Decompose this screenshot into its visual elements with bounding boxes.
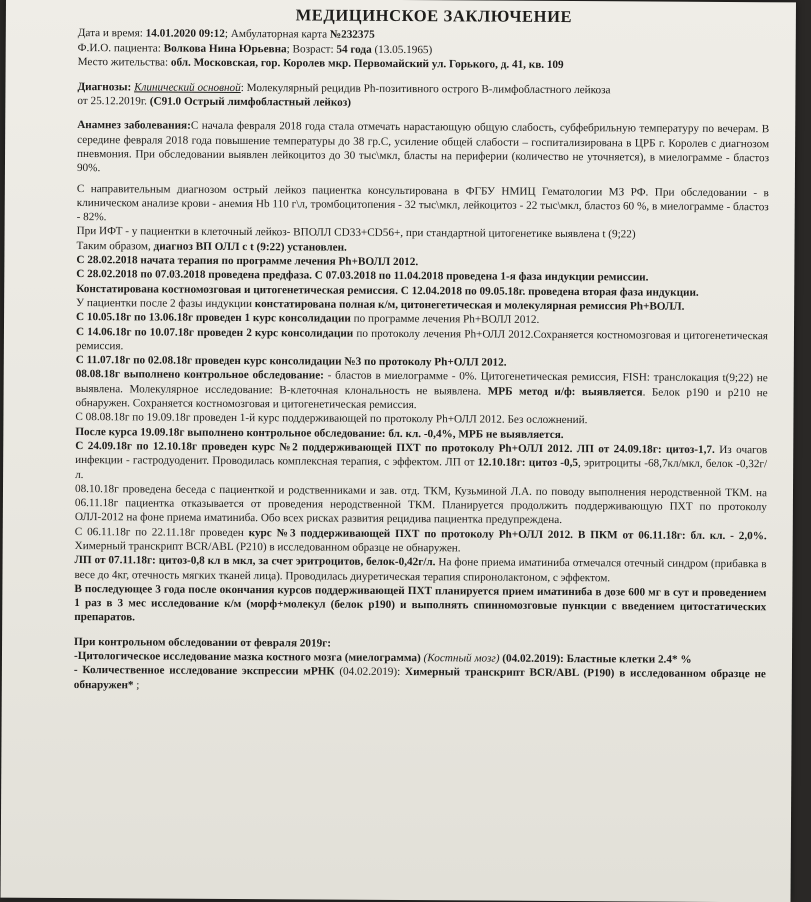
p14-heading: После курса 19.09.18г выполнено контрольное обследование:	[75, 425, 386, 440]
age-label: ; Возраст:	[286, 42, 337, 56]
anamnesis-p2: С направительным диагнозом острый лейкоз пациентка консультирована в ФГБУ НМИЦ Гематологии МЗ РФ. При обследовании - в клиническом анализе крови - анемия Hb 110 г\л, тромбоцитопения - 32 тыс\мкл, лейкоцитоз - 22 тыс\мкл, бластоз 60 %, в миелограмме - бластоз - 82%.	[76, 182, 769, 224]
item1-title: -Цитологическое исследование мазка костного мозга (миелограмма)	[73, 650, 424, 665]
p14-result: бл. кл. -0,4%, МРБ не выявляется.	[385, 427, 564, 441]
anamnesis-p17	[75, 525, 767, 558]
diagnosis-code: (С91.0 Острый лимфобластный лейкоз)	[149, 95, 352, 109]
p4-prefix: Таким образом,	[76, 239, 154, 253]
document-page	[1, 0, 796, 902]
address-value: обл. Московская, гор. Королев мкр. Первомайский ул. Горького, д. 41, кв. 109	[170, 56, 564, 72]
p9-course: С 10.05.18г по 13.06.18г проведен 1 курс консолидации	[76, 311, 351, 325]
p10-text: по протоколу лечения Ph+ОЛЛ 2012.Сохраняется костномозговая и цитогенетическая ремиссия.	[75, 327, 768, 353]
anamnesis-label: Анамнез заболевания:	[77, 119, 191, 133]
anamnesis-p16: 08.10.18г проведена беседа с пациенткой и родственниками и зав. отд. ТКМ, Кузьминой Л.А. по поводу выполнения неродственной ТКМ. на 06.11.18г пациентка отказывается от проведения неродственной ТКМ. Планируется продолжить поддерживающую ПХТ по протоколу ОЛЛ-2012 на фоне приема иматиниба. Обо всех рисках развития рецидива пациентка предупреждена.	[74, 482, 768, 527]
age-dob: (13.05.1965)	[371, 43, 433, 56]
control-heading: При контрольном обследовании от февраля 2019г:	[74, 635, 332, 650]
anamnesis-p18	[74, 553, 766, 586]
anamnesis-p1	[77, 118, 769, 179]
p15-text: Из очагов инфекции - гастродуоденит. Проводилась комплексная терапия, с эффектом. ЛП от	[75, 443, 768, 469]
p15-end: , эритроциты -68,7кл/мкл, белок -0,32г/л.	[75, 457, 768, 481]
p12-heading: 08.08.18г выполнено контрольное обследование:	[75, 368, 324, 382]
p15-cytosis: 12.10.18г: цитоз -0,5	[477, 456, 579, 470]
card-value: №232375	[329, 28, 375, 41]
p13-end: . Без осложнений.	[501, 413, 588, 427]
anamnesis-p6: С 28.02.2018 по 07.03.2018 проведена предфаза. С 07.03.2018 по 11.04.2018 проведена 1-я фаза индукции ремиссии.	[76, 268, 649, 284]
anamnesis-p5: С 28.02.2018 начата терапия по программе лечения Ph+ВОЛЛ 2012.	[76, 254, 419, 269]
diagnosis-block	[77, 80, 769, 113]
p10-course: С 14.06.18г по 10.07.18г проведен 2 курс консолидации	[75, 325, 354, 340]
p4-diagnosis: диагноз ВП ОЛЛ с t (9:22) установлен.	[153, 240, 347, 254]
item1-result: (04.02.2019): Бластные клетки 2.4* %	[499, 652, 692, 666]
anamnesis-p19: В последующее 3 года после окончания курсов поддерживающей ПХТ планируется прием иматиниба в дозе 600 мг в сут и проведением 1 раз в 3 мес исследование к/м (морф+молекул (белок р190) и выполнять спинномозговые пункции с введением цитостатических препаратов.	[74, 582, 767, 624]
address-label: Место жительства:	[77, 56, 171, 69]
anamnesis-p11: С 11.07.18г по 02.08.18г проведен курс консолидации №3 по протоколу Ph+ОЛЛ 2012.	[75, 354, 507, 369]
item1-material: (Костный мозг)	[423, 652, 500, 665]
item2-date: (04.02.2019):	[339, 665, 406, 679]
anamnesis-p1-text: С начала февраля 2018 года стала отмечать нарастающую общую слабость, субфебрильную температуру по вечерам. В середине февраля 2018 года повышение температуры до 38 гр.С, усиление общей слабости – госпитализирована в ЦРБ г. Королев с диагнозом пневмония. При обследовании выявлен лейкоцитоз до 30 тыс\мкл, бласты на периферии (количество не уточняется), в миелограмме - бластоз 90%.	[76, 120, 770, 175]
diagnosis-label: Диагнозы:	[77, 80, 135, 94]
age-value: 54 года	[336, 43, 372, 56]
fio-label: Ф.И.О. пациента:	[77, 41, 164, 55]
anamnesis-p12	[75, 367, 767, 414]
document-content	[74, 4, 770, 696]
p17-prefix: С 06.11.18г по 22.11.18г проведен	[74, 525, 249, 539]
p12-mrb: МРБ метод и/ф: выявляется	[487, 385, 643, 399]
card-label: ; Амбулаторная карта	[224, 27, 330, 41]
diagnosis-date: от 25.12.2019г.	[77, 95, 150, 108]
item2-result: Химерный транскрипт BCR/ABL (P190) в исследованном образце не обнаружен*	[73, 666, 766, 692]
p8-remission: констатирована полная к/м, цитонегетическая и молекулярная ремиссия Ph+ВОЛЛ.	[254, 298, 685, 313]
fio-value: Волкова Нина Юрьевна	[163, 42, 287, 55]
p8-prefix: У пациентки после 2 фазы индукции	[76, 296, 255, 311]
date-label: Дата и время:	[77, 27, 146, 40]
p15-course: С 24.09.18г по 12.10.18г проведен курс №2 поддерживающей ПХТ по протоколу Ph+ОЛЛ 2012. ЛП от 24.09.18г: цитоз-1,7.	[75, 439, 715, 456]
p13-text: С 08.08.18г по 19.09.18г проведен 1-й курс поддерживающей по протоколу Ph+ОЛЛ 2012	[75, 411, 502, 426]
document-title: МЕДИЦИНСКОЕ ЗАКЛЮЧЕНИЕ	[295, 5, 573, 27]
item2-title: - Количественное исследование экспрессии мРНК	[73, 664, 340, 678]
p18-text: На фоне приема иматиниба отмечался отечный синдром (прибавка в весе до 4кг, отечность мягких тканей лица). Проводилась диуретическая терапия спиронолактоном, с эффектом.	[74, 556, 767, 584]
p17-course: курс №3 поддерживающей ПХТ по протоколу Ph+ОЛЛ 2012. В ПКМ от 06.11.18г: бл. кл. - 2,0%.	[248, 526, 767, 542]
anamnesis-p3: При ИФТ - у пациентки в клеточный лейкоз- BПОЛЛ CD33+CD56+, при стандартной цитогенетике выявлена t (9;22)	[76, 225, 636, 241]
p12-text: - бластов в миелограмме - 0%. Цитогенетическая ремиссия, FISH: транслокация t(9;22) не выявлена. Молекулярное исследование: В-клеточная клональность не выявлена.	[75, 369, 768, 398]
p9-text: по программе лечения Ph+ВОЛЛ 2012.	[350, 312, 540, 327]
p17-text: Химерный транскрипт BCR/ABL (P210) в исследованном образце не обнаружен.	[74, 540, 461, 555]
control-item-mrna	[74, 663, 766, 696]
anamnesis-p10	[76, 325, 768, 358]
anamnesis-p15	[75, 439, 767, 486]
item2-end: ;	[133, 679, 140, 692]
p18-lp: ЛП от 07.11.18г: цитоз-0,8 кл в мкл, за счет эритроцитов, белок-0,42г/л.	[74, 554, 436, 569]
anamnesis-p7: Констатирована костномозговая и цитогенетическая ремиссия. С 12.04.2018 по 09.05.18г. проведена вторая фаза индукции.	[76, 282, 699, 299]
diagnosis-type: Клинический основной	[134, 81, 241, 94]
diagnosis-text: : Молекулярный рецидив Ph-позитивного острого В-лимфобластного лейкоза	[240, 81, 611, 97]
p12-text-end: . Белок р190 и р210 не обнаружен. Сохраняется костномозговая и цитогенетическая ремиссия.	[75, 386, 768, 412]
date-value: 14.01.2020 09:12	[145, 27, 225, 40]
